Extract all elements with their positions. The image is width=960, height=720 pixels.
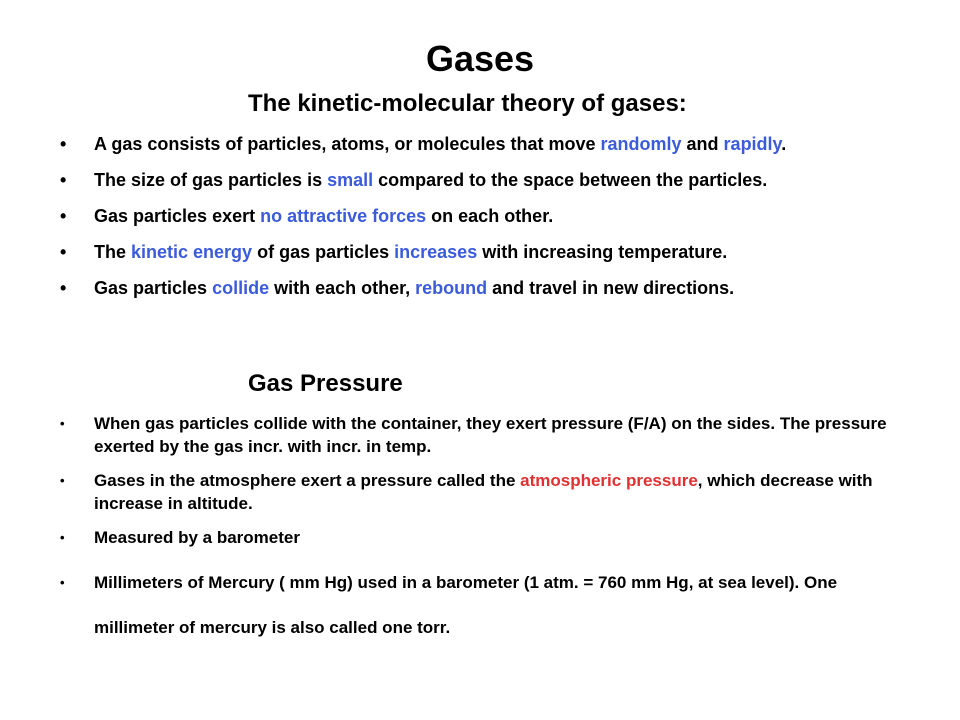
bullet-icon: • xyxy=(60,278,67,298)
highlight-text: rebound xyxy=(415,278,488,298)
list-item xyxy=(60,526,910,549)
list-item xyxy=(60,469,910,515)
item-text: with increasing temperature. xyxy=(477,242,728,262)
bullet-icon: • xyxy=(60,170,67,190)
item-text: , which decrease with increase in altitude. xyxy=(94,471,873,513)
item-text: Gases in the atmosphere exert a pressure called the xyxy=(94,471,521,490)
bullet-icon: • xyxy=(60,575,65,590)
section-heading: Gas Pressure xyxy=(248,370,403,397)
item-text: and travel in new directions. xyxy=(487,278,735,298)
item-text: . xyxy=(781,134,787,154)
item-text: and xyxy=(681,134,724,154)
item-text: A gas consists of particles, atoms, or molecules that move xyxy=(94,134,601,154)
item-text: compared to the space between the particles. xyxy=(373,170,768,190)
highlight-text: small xyxy=(327,170,374,190)
highlight-text: increases xyxy=(394,242,478,262)
theory-bullet-list xyxy=(60,132,890,312)
subtitle: The kinetic-molecular theory of gases: xyxy=(248,90,687,117)
list-item xyxy=(60,168,890,192)
highlight-text: atmospheric pressure xyxy=(520,471,698,490)
item-text: on each other. xyxy=(426,206,554,226)
item-text: of gas particles xyxy=(252,242,395,262)
highlight-text: kinetic energy xyxy=(131,242,253,262)
item-text: Millimeters of Mercury ( mm Hg) used in a barometer (1 atm. = 760 mm Hg, at sea level). One millimeter of mercury is also called one torr. xyxy=(94,573,838,637)
item-text: The xyxy=(94,242,132,262)
list-item xyxy=(60,240,890,264)
item-text: When gas particles collide with the container, they exert pressure (F/A) on the sides. The pressure exerted by the gas incr. with incr. in temp. xyxy=(94,414,887,456)
page-title: Gases xyxy=(425,38,535,79)
pressure-bullet-list xyxy=(60,412,910,661)
bullet-icon: • xyxy=(60,206,67,226)
list-item xyxy=(60,204,890,228)
list-item xyxy=(60,412,910,458)
bullet-icon: • xyxy=(60,530,65,545)
bullet-icon: • xyxy=(60,242,67,262)
highlight-text: rapidly xyxy=(723,134,782,154)
highlight-text: no attractive forces xyxy=(260,206,427,226)
item-text: with each other, xyxy=(269,278,416,298)
item-text: The size of gas particles is xyxy=(94,170,328,190)
bullet-icon: • xyxy=(60,416,65,431)
list-item xyxy=(60,560,910,650)
item-text: Gas particles exert xyxy=(94,206,261,226)
list-item xyxy=(60,132,890,156)
item-text: Measured by a barometer xyxy=(94,528,300,547)
bullet-icon: • xyxy=(60,473,65,488)
highlight-text: collide xyxy=(212,278,270,298)
item-text: Gas particles xyxy=(94,278,213,298)
list-item xyxy=(60,276,890,300)
highlight-text: randomly xyxy=(600,134,682,154)
bullet-icon: • xyxy=(60,134,67,154)
